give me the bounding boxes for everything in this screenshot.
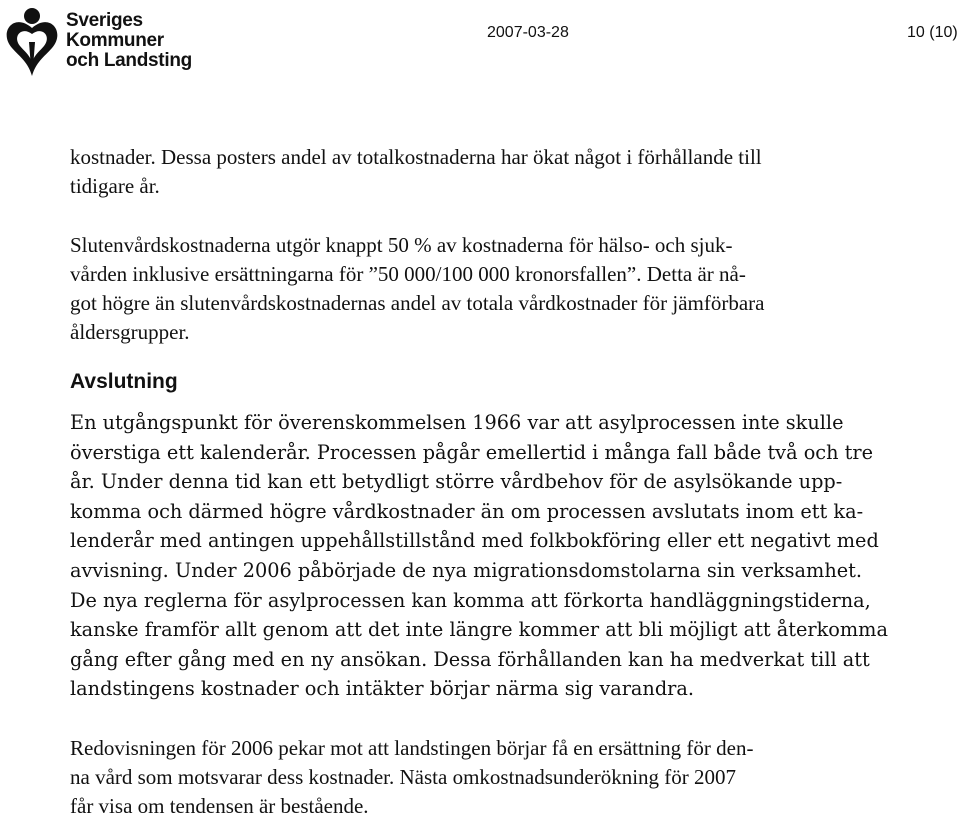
text-line: Slutenvårdskostnaderna utgör knappt 50 % av kostnaderna för hälso- och sjuk- bbox=[70, 233, 733, 257]
logo-line-1: Sveriges bbox=[66, 10, 143, 31]
paragraph-3 bbox=[70, 408, 920, 704]
text-line: na vård som motsvarar dess kostnader. Nästa omkostnadsunderökning för 2007 bbox=[70, 764, 737, 789]
organization-logo bbox=[2, 2, 192, 78]
text-line: kostnader. Dessa posters andel av totalkostnaderna har ökat något i förhållande till bbox=[70, 145, 762, 169]
text-line: år. Under denna tid kan ett betydligt större vårdbehov för de asylsökande upp- bbox=[70, 470, 843, 494]
text-line: De nya reglerna för asylprocessen kan komma att förkorta handläggningstiderna, bbox=[70, 588, 871, 612]
text-line: kanske framför allt genom att det inte längre kommer att bli möjligt att återkomma bbox=[70, 618, 888, 642]
text-line: lenderår med antingen uppehållstillstånd med folkbokföring eller ett negativt med bbox=[70, 529, 879, 553]
text-line: avvisning. Under 2006 påbörjade de nya migrationsdomstolarna sin verksamhet. bbox=[70, 558, 863, 582]
logo-line-2: Kommuner bbox=[66, 30, 164, 51]
text-line: åldersgrupper. bbox=[70, 320, 190, 344]
logo-line-3: och Landsting bbox=[66, 50, 192, 71]
paragraph-1 bbox=[70, 143, 920, 201]
text-line: landstingens kostnader och intäkter börjar närma sig varandra. bbox=[70, 677, 695, 701]
text-line: Redovisningen för 2006 pekar mot att landstingen börjar få en ersättning för den- bbox=[70, 735, 754, 760]
text-line: En utgångspunkt för överenskommelsen 1966 var att asylprocessen inte skulle bbox=[70, 411, 844, 434]
text-line: tidigare år. bbox=[70, 174, 160, 198]
text-line: komma och därmed högre vårdkostnader än om processen avslutats inom ett ka- bbox=[70, 499, 864, 523]
section-heading: Avslutning bbox=[70, 370, 178, 393]
text-line: got högre än slutenvårdskostnadernas andel av totala vårdkostnader för jämförbara bbox=[70, 291, 765, 315]
logo-wordmark bbox=[66, 11, 192, 71]
document-date: 2007-03-28 bbox=[487, 24, 569, 41]
paragraph-2 bbox=[70, 231, 920, 347]
page-header bbox=[0, 0, 960, 80]
paragraph-4 bbox=[70, 734, 920, 821]
page-number: 10 (10) bbox=[907, 24, 958, 41]
document-body bbox=[70, 143, 920, 821]
text-line: överstiga ett kalenderår. Processen pågår emellertid i många fall både två och tre bbox=[70, 440, 874, 464]
logo-emblem-icon bbox=[2, 2, 62, 78]
text-line: vården inklusive ersättningarna för ”50 000/100 000 kronorsfallen”. Detta är nå- bbox=[70, 262, 746, 286]
text-line: får visa om tendensen är bestående. bbox=[70, 793, 369, 818]
text-line: gång efter gång med en ny ansökan. Dessa förhållanden kan ha medverkat till att bbox=[70, 647, 870, 671]
